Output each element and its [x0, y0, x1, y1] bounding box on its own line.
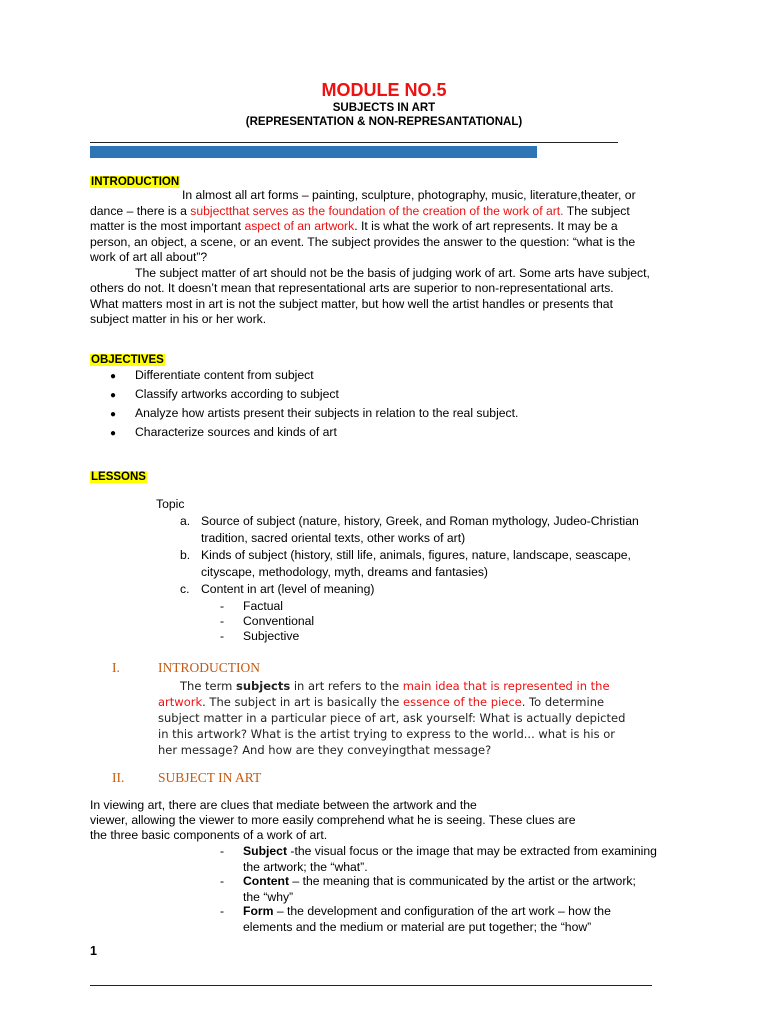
lesson-item: b. Kinds of subject (history, still life, animals, figures, nature, landscape, seascape, cityscape, methodology, myth, dreams and fantasies) [180, 548, 631, 579]
lessons-heading: LESSONS [91, 471, 146, 483]
module-subtitle: SUBJECTS IN ART [332, 102, 436, 114]
section-2-numeral: II. [112, 770, 125, 785]
module-title: MODULE NO.5 [321, 80, 447, 100]
objective-item: ● Classify artworks according to subject [110, 387, 339, 401]
lesson-item: a. Source of subject (nature, history, Greek, and Roman mythology, Judeo-Christian tradition, sacred oriental texts, other works of art) [180, 514, 639, 545]
section-1-paragraph: The term subjects in art refers to the main idea that is represented in the artwork. The subject in art is basically the essence of the piece. To determine subject matter in a particular piece of art, ask yourself: What is actually depicted in this artwork? What is the artist trying to express to the world... what is his or her message? And how are they conveyingthat message? [158, 679, 626, 757]
header-color-bar [90, 146, 537, 158]
section-2-paragraph: In viewing art, there are clues that mediate between the artwork and the viewer, allowing the viewer to more easily comprehend what he is seeing. These clues are the three basic components of a work of art. [90, 798, 576, 842]
module-subtitle-2: (REPRESENTATION & NON-REPRESANTATIONAL) [245, 116, 523, 128]
component-item: - Form – the development and configuration of the art work – how the elements and the medium or material are put together; the “how” [220, 904, 611, 934]
section-2-heading: SUBJECT IN ART [158, 770, 262, 785]
lesson-sub-item: - Factual [220, 599, 283, 613]
objective-item: ● Characterize sources and kinds of art [110, 425, 337, 439]
section-1-numeral: I. [112, 660, 120, 675]
intro-heading: INTRODUCTION [91, 176, 180, 188]
objectives-heading: OBJECTIVES [91, 354, 164, 366]
lesson-item: c. Content in art (level of meaning) [180, 582, 375, 596]
lesson-sub-item: - Subjective [220, 629, 300, 643]
footer-divider [90, 985, 652, 986]
component-item: - Subject -the visual focus or the image that may be extracted from examining the artwork; the “what”. [220, 844, 657, 874]
header-divider [90, 142, 618, 143]
objective-item: ● Differentiate content from subject [110, 368, 314, 382]
lesson-sub-item: - Conventional [220, 614, 315, 628]
objective-item: ● Analyze how artists present their subjects in relation to the real subject. [110, 406, 519, 420]
section-1-heading: INTRODUCTION [158, 660, 260, 675]
page-number: 1 [90, 944, 97, 958]
component-item: - Content – the meaning that is communicated by the artist or the artwork; the “why” [220, 874, 636, 904]
topic-label: Topic [156, 497, 185, 511]
intro-paragraph: In almost all art forms – painting, sculpture, photography, music, literature,theater, or dance – there is a subjectthat serves as the foundation of the creation of the work of art. The subject matter is the most important aspect of an artwork. It is what the work of art represents. It may be a person, an object, a scene, or an event. The subject provides the answer to the question: “what is the work of art all about”? The subject matter of art should not be the basis of judging work of art. Some arts have subject, others do not. It doesn’t mean that representational arts are superior to non-representational arts. What matters most in art is not the subject matter, but how well the artist handles or presents that subject matter in his or her work. [90, 188, 650, 326]
